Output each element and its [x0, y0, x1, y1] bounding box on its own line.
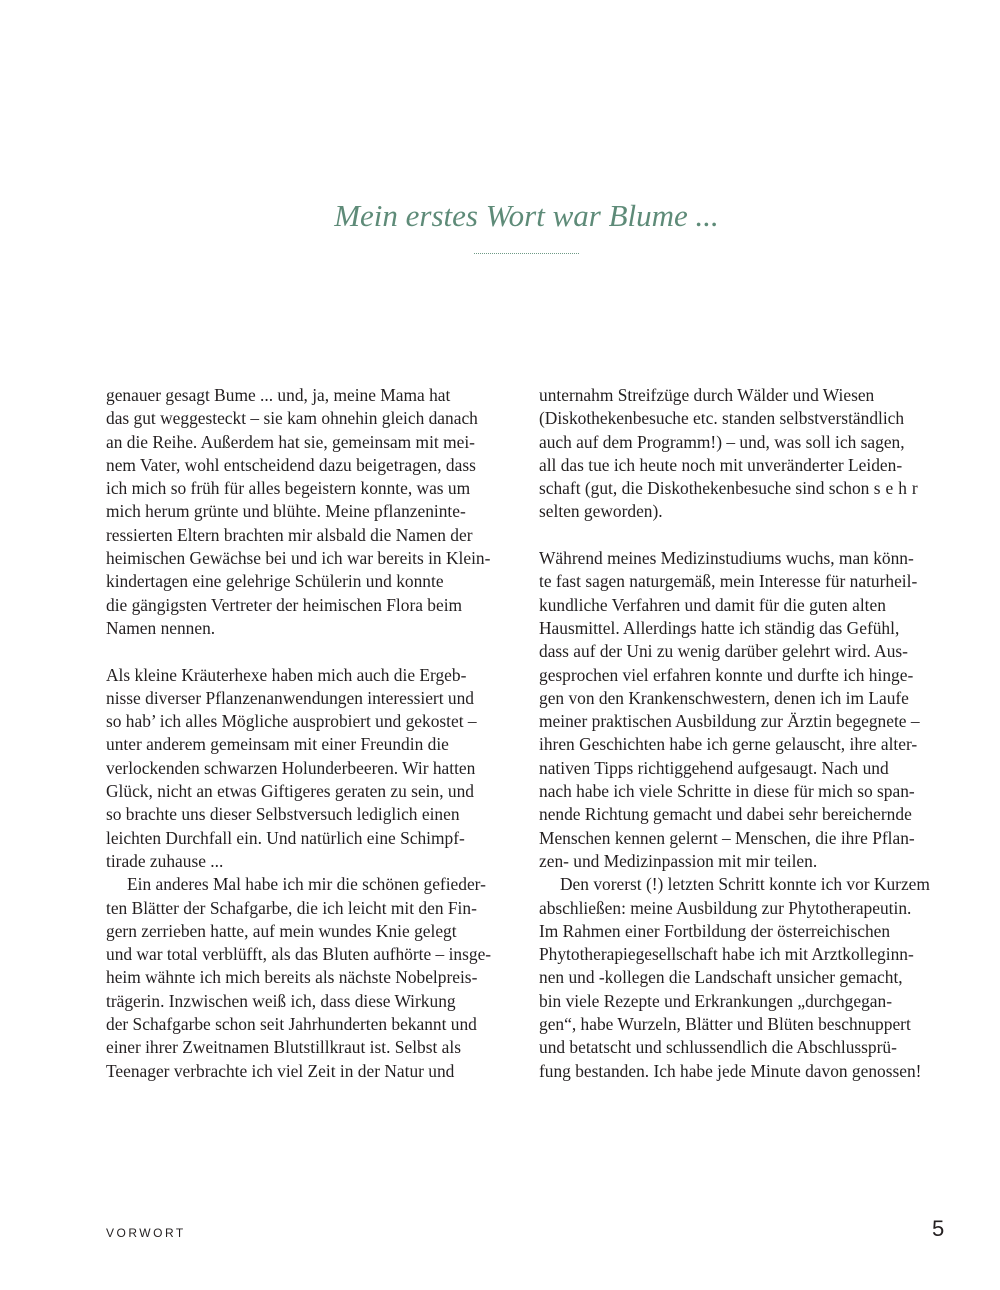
text-line: Als kleine Kräuterhexe haben mich auch die Ergeb-: [106, 664, 467, 685]
paragraph: [539, 873, 951, 1083]
text-line: ten Blätter der Schafgarbe, die ich leicht mit den Fin-: [106, 897, 477, 918]
text-line: Namen nennen.: [106, 617, 216, 638]
text-line: (Diskothekenbesuche etc. standen selbstverständlich: [539, 408, 905, 429]
right-text-column: [539, 384, 951, 1083]
text-line: abschließen: meine Ausbildung zur Phytotherapeutin.: [539, 897, 912, 918]
text-line: gen“, habe Wurzeln, Blätter und Blüten beschnuppert: [539, 1014, 911, 1035]
chapter-title: Mein erstes Wort war Blume ...: [334, 198, 719, 233]
letterspaced-word: sehr: [873, 478, 923, 499]
paragraph: [539, 547, 951, 873]
text-line: all das tue ich heute noch mit unveränderter Leiden-: [539, 454, 903, 475]
text-line: verlockenden schwarzen Holunderbeeren. Wir hatten: [106, 757, 476, 778]
text-line: Phytotherapiegesellschaft habe ich mit Arztkolleginn-: [539, 944, 914, 965]
text-line: gen von den Krankenschwestern, denen ich im Laufe: [539, 687, 909, 708]
text-line: nende Richtung gemacht und dabei sehr bereichernde: [539, 804, 912, 825]
text-line: einer ihrer Zweitnamen Blutstillkraut ist. Selbst als: [106, 1037, 461, 1058]
text-line: selten geworden).: [539, 501, 663, 522]
text-line: meiner praktischen Ausbildung zur Ärztin begegnete –: [539, 711, 920, 732]
text-line: die gängigsten Vertreter der heimischen Flora beim: [106, 594, 463, 615]
text-line: dass auf der Uni zu wenig darüber gelehrt wird. Aus-: [539, 641, 908, 662]
text-line: Glück, nicht an etwas Giftigeres geraten zu sein, und: [106, 781, 474, 802]
text-line: Während meines Medizinstudiums wuchs, man könn-: [539, 548, 914, 569]
text-line: so hab’ ich alles Mögliche ausprobiert und gekostet –: [106, 711, 477, 732]
left-text-column: [106, 384, 511, 1083]
paragraph-gap: [106, 640, 511, 663]
paragraph: [539, 384, 951, 524]
title-dotted-rule: [474, 253, 579, 254]
text-line: und war total verblüfft, als das Bluten aufhörte – insge-: [106, 944, 492, 965]
text-line: [539, 477, 951, 500]
text-line: kundliche Verfahren und damit für die guten alten: [539, 594, 886, 615]
text-line: Den vorerst (!) letzten Schritt konnte ich vor Kurzem: [560, 874, 930, 895]
text-line: nen und -kollegen die Landschaft unsicher gemacht,: [539, 967, 903, 988]
text-line: Ein anderes Mal habe ich mir die schönen gefieder-: [127, 874, 486, 895]
text-line: ich mich so früh für alles begeistern konnte, was um: [106, 478, 471, 499]
text-line: unter anderem gemeinsam mit einer Freundin die: [106, 734, 449, 755]
text-line: genauer gesagt Bume ... und, ja, meine Mama hat: [106, 385, 451, 405]
text-line: te fast sagen naturgemäß, mein Interesse für naturheil-: [539, 571, 918, 592]
text-line: mich herum grünte und blühte. Meine pflanzeninte-: [106, 501, 466, 522]
text-line: zen- und Medizinpassion mit mir teilen.: [539, 850, 818, 871]
text-line: heimischen Gewächse bei und ich war bereits in Klein-: [106, 548, 491, 569]
text-line: Menschen kennen gelernt – Menschen, die ihre Pflan-: [539, 827, 915, 848]
text-line-start: schaft (gut, die Diskothekenbesuche sind schon: [539, 478, 874, 499]
text-line: ihren Geschichten habe ich gerne gelauscht, ihre alter-: [539, 734, 918, 755]
text-line: nativen Tipps richtiggehend aufgesaugt. Nach und: [539, 757, 889, 778]
text-line: unternahm Streifzüge durch Wälder und Wiesen: [539, 385, 875, 405]
text-line: das gut weggesteckt – sie kam ohnehin gleich danach: [106, 408, 478, 429]
text-line: ressierten Eltern brachten mir alsbald die Namen der: [106, 524, 473, 545]
text-line: nach habe ich viele Schritte in diese für mich so span-: [539, 781, 915, 802]
text-line: bin viele Rezepte und Erkrankungen „durchgegan-: [539, 990, 892, 1011]
text-line: heim wähnte ich mich bereits als nächste Nobelpreis-: [106, 967, 478, 988]
text-line: nem Vater, wohl entscheidend dazu beigetragen, dass: [106, 454, 476, 475]
paragraph-gap: [539, 524, 951, 547]
text-line: Hausmittel. Allerdings hatte ich ständig das Gefühl,: [539, 617, 900, 638]
text-line: Im Rahmen einer Fortbildung der österreichischen: [539, 920, 891, 941]
running-footer-section: VORWORT: [106, 1226, 186, 1240]
text-line: Teenager verbrachte ich viel Zeit in der Natur und: [106, 1060, 455, 1081]
text-line: so brachte uns dieser Selbstversuch lediglich einen: [106, 804, 460, 825]
text-line: trägerin. Inzwischen weiß ich, dass diese Wirkung: [106, 990, 456, 1011]
paragraph: [106, 384, 511, 640]
text-line: kindertagen eine gelehrige Schülerin und konnte: [106, 571, 444, 592]
text-line: der Schafgarbe schon seit Jahrhunderten bekannt und: [106, 1014, 477, 1035]
text-line: fung bestanden. Ich habe jede Minute davon genossen!: [539, 1060, 922, 1081]
text-line: leichten Durchfall ein. Und natürlich eine Schimpf-: [106, 827, 465, 848]
text-line: an die Reihe. Außerdem hat sie, gemeinsam mit mei-: [106, 431, 475, 452]
page-number: 5: [932, 1216, 945, 1241]
paragraph: [106, 664, 511, 874]
text-line: nisse diverser Pflanzenanwendungen interessiert und: [106, 687, 474, 708]
text-line: gesprochen viel erfahren konnte und durfte ich hinge-: [539, 664, 914, 685]
text-line: tirade zuhause ...: [106, 850, 224, 871]
paragraph: [106, 873, 511, 1083]
text-line: gern zerrieben hatte, auf mein wundes Knie gelegt: [106, 920, 457, 941]
text-line: und betatscht und schlussendlich die Abschlussprü-: [539, 1037, 897, 1058]
text-line: auch auf dem Programm!) – und, was soll ich sagen,: [539, 431, 905, 452]
